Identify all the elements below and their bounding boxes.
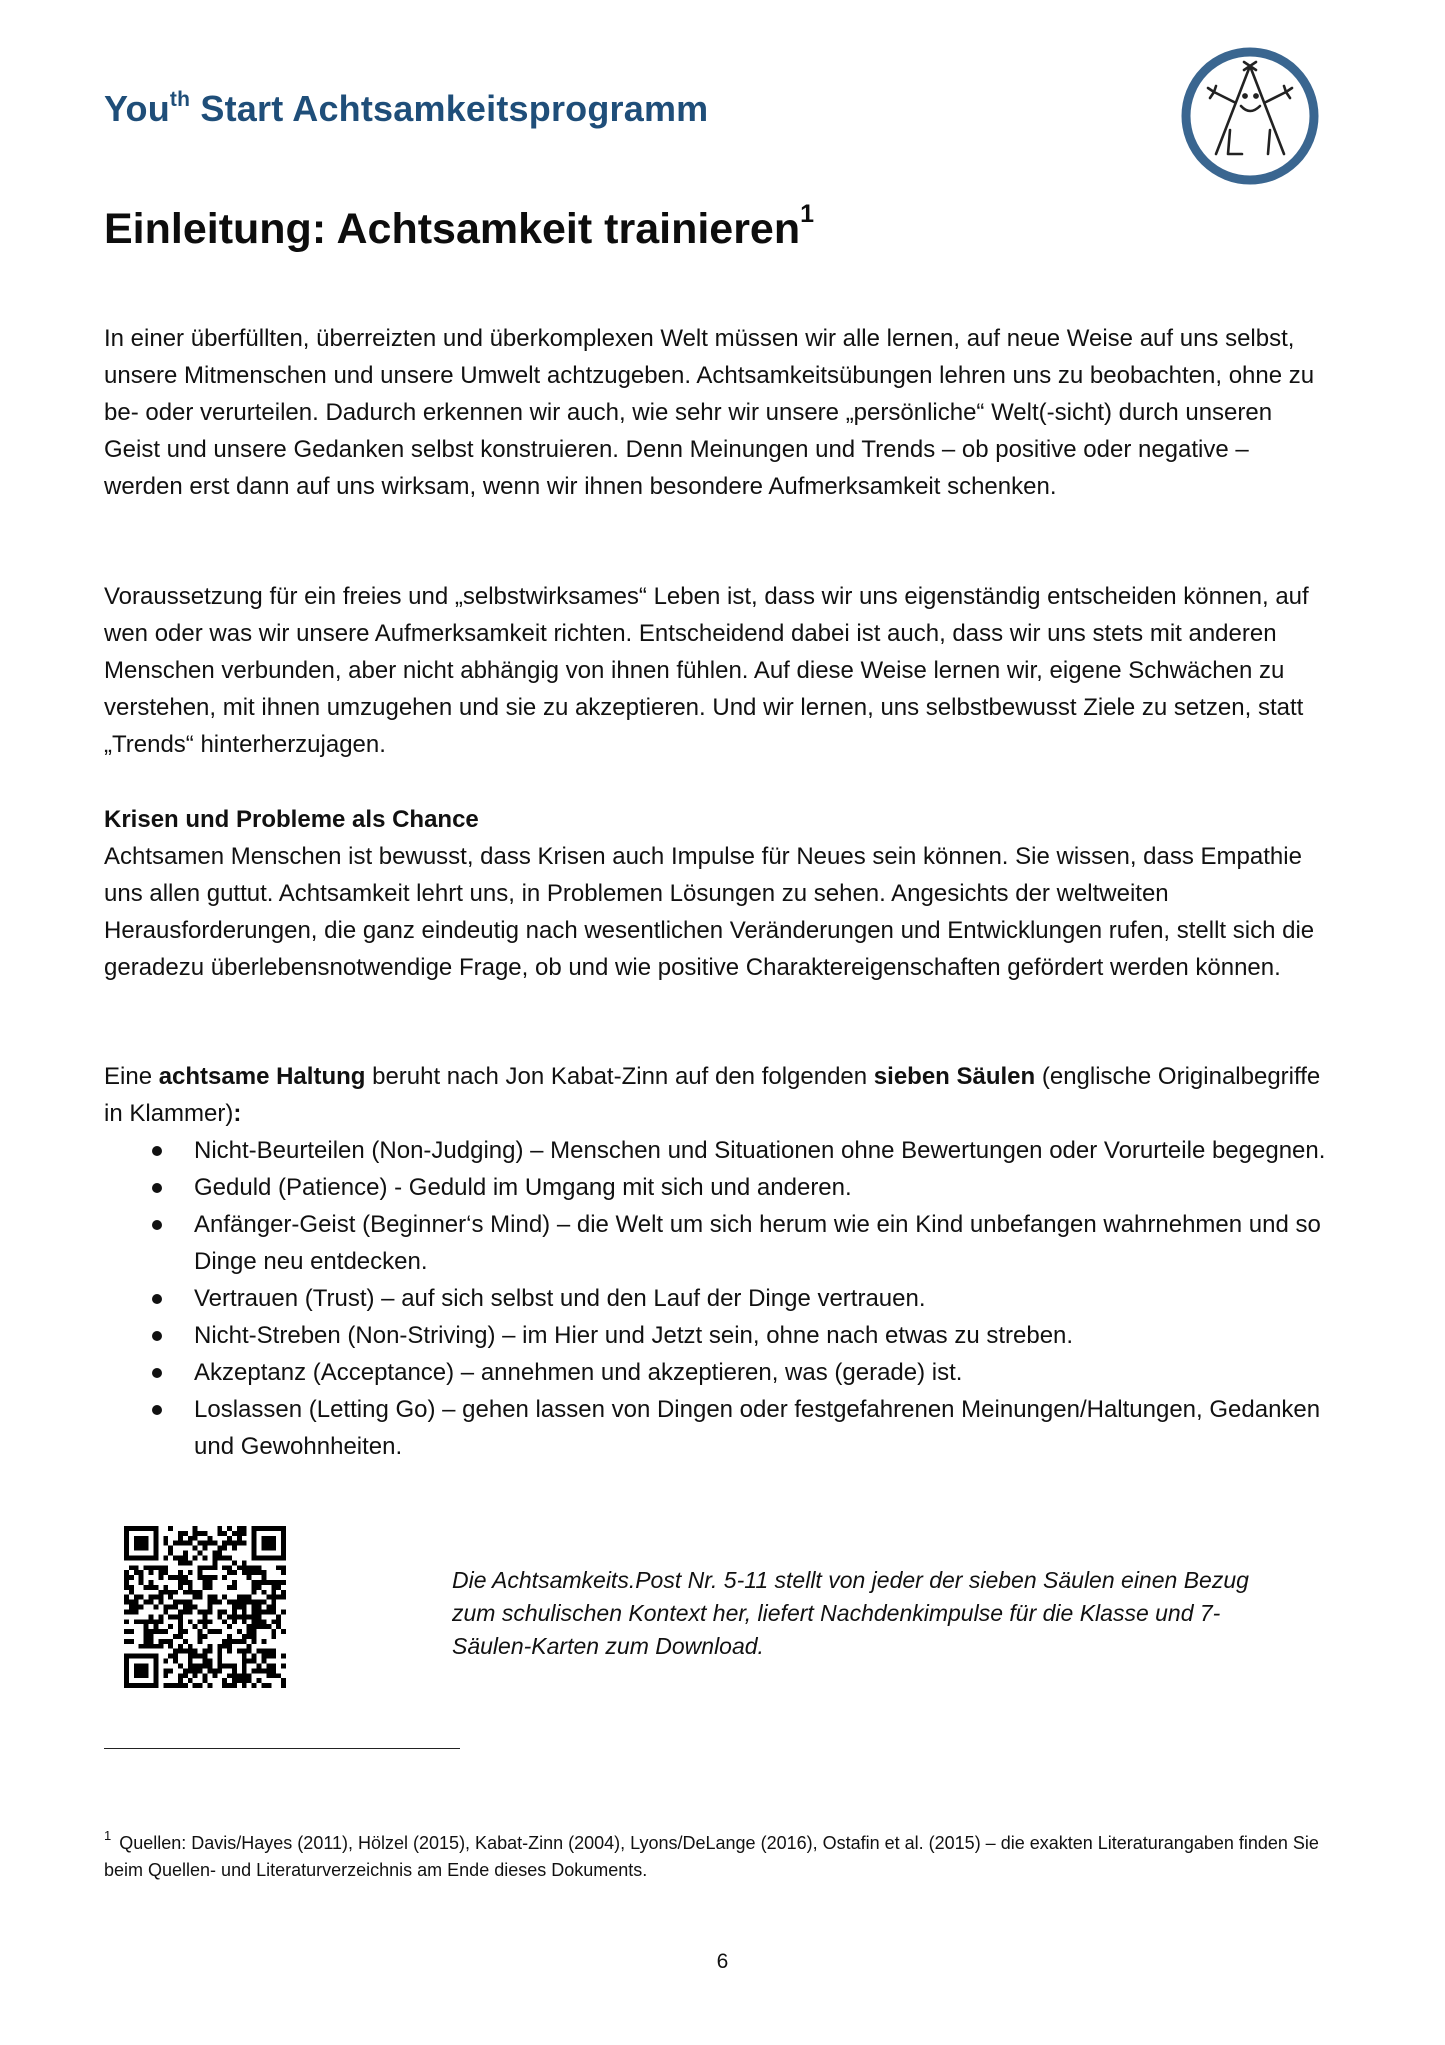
footnote-marker: 1 bbox=[104, 1828, 112, 1843]
page-number: 6 bbox=[716, 1950, 729, 1973]
intro-bold-part: achtsame Haltung bbox=[158, 1063, 366, 1090]
mindfulness-figure-logo bbox=[1178, 44, 1322, 188]
footnote-text: Quellen: Davis/Hayes (2011), Hölzel (2015), Kabat-Zinn (2004), Lyons/DeLange (2016), Ostafin et al. (2015) – die exakten Literaturangaben finden Sie beim Quellen- und Literaturverzeichnis am Ende dieses Dokuments. bbox=[104, 1833, 1319, 1880]
list-item: Nicht-Streben (Non-Striving) – im Hier und Jetzt sein, ohne nach etwas zu streben. bbox=[104, 1317, 1329, 1354]
list-item: Nicht-Beurteilen (Non-Judging) – Menschen und Situationen ohne Bewertungen oder Vorurteile begegnen. bbox=[104, 1132, 1329, 1169]
intro-text-part: Eine bbox=[104, 1063, 159, 1090]
intro-bold-part: sieben Säulen bbox=[873, 1063, 1036, 1090]
prerequisite-paragraph: Voraussetzung für ein freies und „selbstwirksames“ Leben ist, dass wir uns eigenständig entscheiden können, auf wen oder was wir unsere Aufmerksamkeit richten. Entscheidend dabei ist auch, dass wir uns stets mit anderen Menschen verbunden, aber nicht abhängig von ihnen fühlen. Auf diese Weise lernen wir, eigene Schwächen zu verstehen, mit ihnen umzugehen und sie zu akzeptieren. Und wir lernen, uns selbstbewusst Ziele zu setzen, statt „Trends“ hinterherzujagen. bbox=[104, 583, 1309, 758]
list-item: Vertrauen (Trust) – auf sich selbst und den Lauf der Dinge vertrauen. bbox=[104, 1280, 1329, 1317]
list-item: Loslassen (Letting Go) – gehen lassen von Dingen oder festgefahrenen Meinungen/Haltungen, Gedanken und Gewohnheiten. bbox=[104, 1391, 1329, 1465]
section-subheading: Krisen und Probleme als Chance bbox=[104, 806, 479, 833]
intro-text-part: (englische Originalbegriffe in Klammer) bbox=[104, 1063, 1321, 1127]
header-title-superscript: th bbox=[169, 88, 191, 111]
intro-text-part: beruht nach Jon Kabat-Zinn auf den folgenden bbox=[365, 1063, 874, 1090]
page-title-text: Einleitung: Achtsamkeit trainieren bbox=[104, 205, 801, 253]
download-note: Die Achtsamkeits.Post Nr. 5-11 stellt von jeder der sieben Säulen einen Bezug zum schulischen Kontext her, liefert Nachdenkimpulse für die Klasse und 7-Säulen-Karten zum Download. bbox=[452, 1567, 1249, 1659]
header-title-rest: Start Achtsamkeitsprogramm bbox=[190, 88, 709, 129]
footnote-reference: 1 bbox=[800, 199, 815, 228]
footnote-divider bbox=[104, 1748, 460, 1749]
footnote bbox=[104, 1830, 1324, 1884]
page-title bbox=[104, 199, 815, 254]
list-item: Geduld (Patience) - Geduld im Umgang mit sich und anderen. bbox=[104, 1169, 1329, 1206]
seven-pillars-intro bbox=[104, 1058, 1329, 1132]
intro-bold-colon: : bbox=[233, 1100, 242, 1127]
intro-paragraph: In einer überfüllten, überreizten und überkomplexen Welt müssen wir alle lernen, auf neue Weise auf uns selbst, unsere Mitmenschen und unsere Umwelt achtzugeben. Achtsamkeitsübungen lehren uns zu beobachten, ohne zu be- oder verurteilen. Dadurch erkennen wir auch, wie sehr wir unsere „persönliche“ Welt(-sicht) durch unseren Geist und unsere Gedanken selbst konstruieren. Denn Meinungen und Trends – ob positive oder negative – werden erst dann auf uns wirksam, wenn wir ihnen besondere Aufmerksamkeit schenken. bbox=[104, 325, 1315, 500]
header-title-you: You bbox=[104, 88, 170, 129]
list-item: Anfänger-Geist (Beginner‘s Mind) – die Welt um sich herum wie ein Kind unbefangen wahrnehmen und so Dinge neu entdecken. bbox=[104, 1206, 1329, 1280]
list-item: Akzeptanz (Acceptance) – annehmen und akzeptieren, was (gerade) ist. bbox=[104, 1354, 1329, 1391]
qr-code[interactable] bbox=[124, 1526, 286, 1688]
seven-pillars-list bbox=[104, 1132, 1329, 1465]
crisis-paragraph: Achtsamen Menschen ist bewusst, dass Krisen auch Impulse für Neues sein können. Sie wissen, dass Empathie uns allen guttut. Achtsamkeit lehrt uns, in Problemen Lösungen zu sehen. Angesichts der weltweiten Herausforderungen, die ganz eindeutig nach wesentlichen Veränderungen und Entwicklungen rufen, stellt sich die geradezu überlebensnotwendige Frage, ob und wie positive Charaktereigenschaften gefördert werden können. bbox=[104, 843, 1315, 981]
document-header-title bbox=[104, 88, 708, 130]
